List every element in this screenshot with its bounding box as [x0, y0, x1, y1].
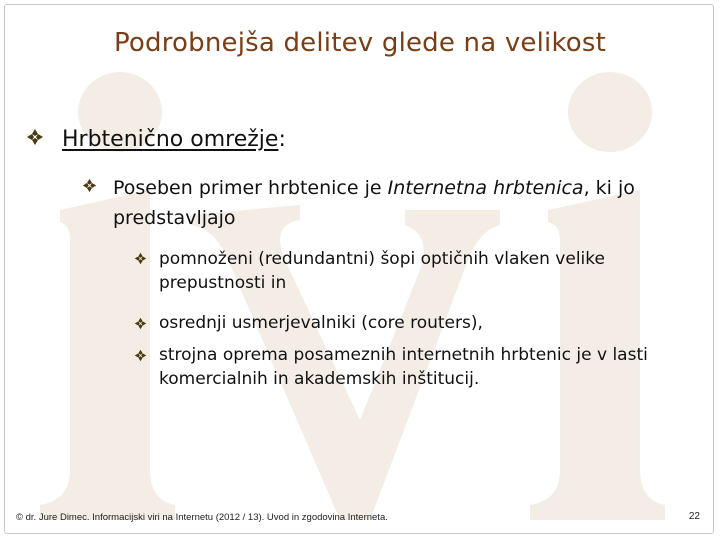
level1-suffix: :: [278, 127, 286, 152]
diamond-bullet-icon: [26, 128, 44, 146]
level2-text-before: Poseben primer hrbtenice je: [113, 177, 388, 199]
level2-item: [113, 173, 703, 233]
diamond-bullet-icon: [134, 349, 147, 362]
diamond-bullet-icon: [82, 178, 97, 193]
level3-item: strojna oprema posameznih internetnih hrbtenic je v lasti komercialnih in akademskih inštitucij.: [159, 345, 648, 389]
level3-item: pomnoženi (redundantni) šopi optičnih vlaken velike prepustnosti in: [159, 249, 605, 293]
level2-text-italic: Internetna hrbtenica: [387, 177, 584, 199]
slide-footer: © dr. Jure Dimec. Informacijski viri na Internetu (2012 / 13). Uvod in zgodovina Interneta.: [16, 512, 388, 523]
level3-item: osrednji usmerjevalniki (core routers),: [159, 313, 483, 333]
diamond-bullet-icon: [134, 317, 147, 330]
slide-title: Podrobnejša delitev glede na velikost: [113, 28, 607, 58]
level2-text-after: , ki jo predstavljajo: [113, 177, 635, 229]
level1-item: [62, 127, 286, 152]
page-number: 22: [688, 511, 700, 522]
level1-link-text: Hrbtenično omrežje: [62, 127, 279, 152]
diamond-bullet-icon: [134, 252, 147, 265]
